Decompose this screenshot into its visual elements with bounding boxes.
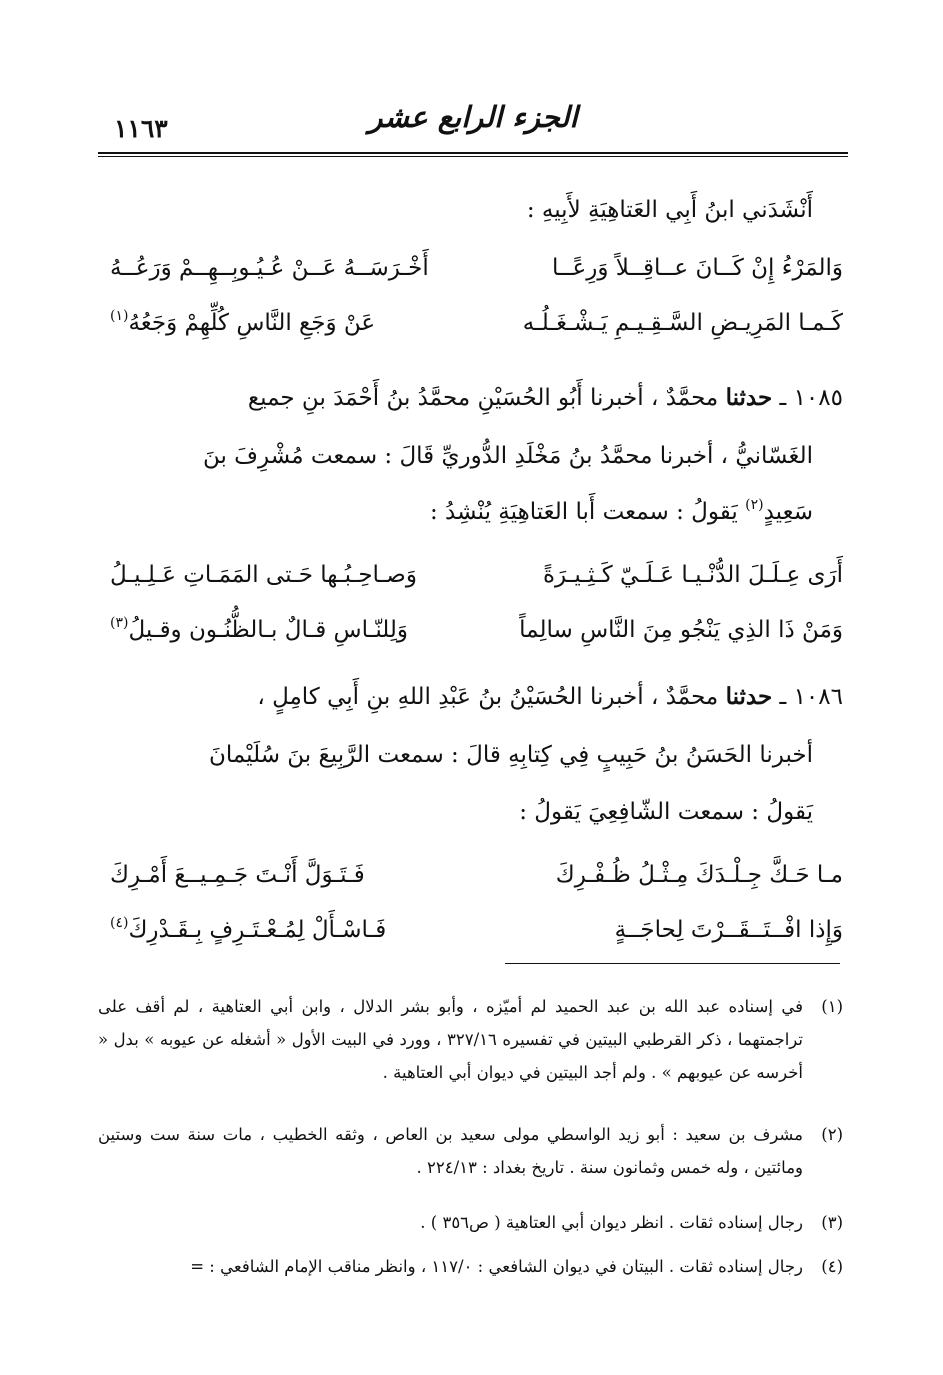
verse-ajuz: وَصـاحِـبُـها حَـتى المَمَـاتِ عَـلِـيـلُ	[110, 562, 417, 588]
hadith-marker: حدثنا	[725, 683, 773, 710]
hadith-1086-line1	[257, 677, 843, 717]
hadith-text: محمَّدٌ ، أخبرنا الحُسَيْنُ بنُ عَبْدِ اللهِ بنِ أَبِي كامِلٍ ،	[257, 684, 719, 710]
hadith-1085-line2: الغَسّانيُّ ، أخبرنا محمَّدُ بنُ مَخْلَدِ الدُّوريِّ قَالَ : سمعت مُشْرِفَ بنَ	[202, 443, 813, 469]
hadith-text: محمَّدٌ ، أخبرنا أَبُو الحُسَيْنِ محمَّدُ بنُ أَحْمَدَ بنِ جميع	[247, 385, 719, 411]
verse-ajuz-text: وَلِلنّـاسِ قـالٌ بـالظُّنُـون وقـيلُ	[128, 617, 409, 643]
verse-sadr: كَـمـا المَرِيـضِ السَّـقِـيـمِ يَـشْـغَـلُـه	[522, 310, 843, 336]
hadith-number: ١٠٨٥ ـ	[779, 385, 843, 411]
hadith-1085-line1	[248, 378, 843, 418]
poem2-verse1	[110, 555, 843, 595]
footnote-1	[98, 990, 843, 1089]
footnote-number: (٢)	[821, 1125, 843, 1144]
verse-ajuz	[110, 303, 375, 346]
intro-line: أَنْشَدَني ابنُ أَبِي العَتاهِيَةِ لأَبِيهِ :	[526, 197, 813, 223]
verse-ajuz-text: عَنْ وَجَعِ النَّاسِ كُلِّهِمْ وَجَعُهُ	[128, 310, 376, 336]
footnote-text: رجال إسناده ثقات . انظر ديوان أبي العتاهية ( ص٣٥٦ ) .	[420, 1213, 803, 1232]
verse-ajuz-text: فَـاسْـأَلْ لِمُـعْـتَـرِفٍ بِـقَـدْرِكَ	[128, 917, 387, 943]
hadith-marker: حدثنا	[725, 384, 773, 411]
header-rule	[98, 152, 848, 157]
page-number: ١١٦٣	[114, 114, 168, 143]
hadith-number: ١٠٨٦ ـ	[779, 684, 843, 710]
poem1-verse2	[110, 303, 843, 343]
verse-ajuz	[110, 910, 386, 953]
poem2-verse2	[110, 610, 843, 650]
footnote-4	[98, 1250, 843, 1283]
verse-sadr: وَمَنْ ذَا الذِي يَنْجُو مِنَ النَّاسِ سالِماً	[519, 617, 843, 643]
footnote-text: رجال إسناده ثقات . البيتان في ديوان الشافعي : ١١٧/٠ ، وانظر مناقب الإمام الشافعي : =	[190, 1257, 803, 1276]
footnote-ref: (٤)	[110, 915, 129, 931]
footnote-number: (٤)	[821, 1257, 843, 1276]
footnote-number: (١)	[821, 997, 843, 1016]
verse-sadr: مـا حَـكَّ جِـلْـدَكَ مِـثْـلُ ظُـفْـرِكَ	[555, 862, 843, 888]
footnote-3	[98, 1206, 843, 1239]
hadith-text: يَقولُ : سمعت أَبا العَتاهِيَةِ يُنْشِدُ :	[430, 499, 746, 525]
footnote-ref: (٢)	[745, 497, 764, 513]
hadith-1086-line3: يَقولُ : سمعت الشّافِعِيَ يَقولُ :	[519, 799, 813, 825]
poem3-verse2	[110, 910, 843, 950]
footnote-separator	[505, 963, 840, 964]
footnote-text: مشرف بن سعيد : أبو زيد الواسطي مولى سعيد بن العاص ، وثقه الخطيب ، مات سنة ست وستين ومائتين ، وله خمس وثمانون سنة . تاريخ بغداد : ٢٢٤/١٣ .	[98, 1125, 803, 1177]
verse-ajuz: فَـتَـوَلَّ أَنْـتَ جَـمِـيــعَ أَمْـرِكَ	[110, 862, 365, 888]
verse-sadr: وَإِذا افْــتَــقَــرْتَ لِحاجَــةٍ	[614, 917, 843, 943]
part-title: الجزء الرابع عشر	[368, 100, 578, 134]
footnote-ref: (٣)	[110, 615, 129, 631]
page-header	[98, 100, 848, 160]
verse-sadr: أَرَى عِـلَـلَ الدُّنْـيـا عَـلَـيّ كَـثِـيـرَةً	[542, 562, 843, 588]
hadith-1085-line3	[430, 492, 813, 535]
footnote-2	[98, 1118, 843, 1184]
hadith-1086-line2: أخبرنا الحَسَنُ بنُ حَبِيبٍ فِي كِتابِهِ قالَ : سمعت الرَّبِيعَ بنَ سُلَيْمانَ	[208, 742, 813, 768]
verse-sadr: وَالمَرْءُ إِنْ كَــانَ عــاقِــلاً وَرِعًــا	[552, 255, 843, 281]
footnote-number: (٣)	[821, 1213, 843, 1232]
verse-ajuz: أَخْـرَسَــهُ عَــنْ عُـيُـوبِــهِــمْ وَرَعُــهُ	[110, 255, 429, 281]
poem3-verse1	[110, 855, 843, 895]
footnote-ref: (١)	[110, 308, 129, 324]
narrator-name: سَعِيدٍ	[763, 499, 813, 525]
poem1-verse1	[110, 248, 843, 288]
footnote-text: في إسناده عبد الله بن عبد الحميد لم أميّزه ، وأبو بشر الدلال ، وابن أبي العتاهية ، لم أقف على تراجمتهما ، ذكر القرطبي البيتين في تفسيره ٣٢٧/١٦ ، وورد في البيت الأول « أشغله عن عيوبه » بدل « أخرسه عن عيوبهم » . ولم أجد البيتين في ديوان أبي العتاهية .	[98, 997, 803, 1082]
verse-ajuz	[110, 610, 408, 653]
